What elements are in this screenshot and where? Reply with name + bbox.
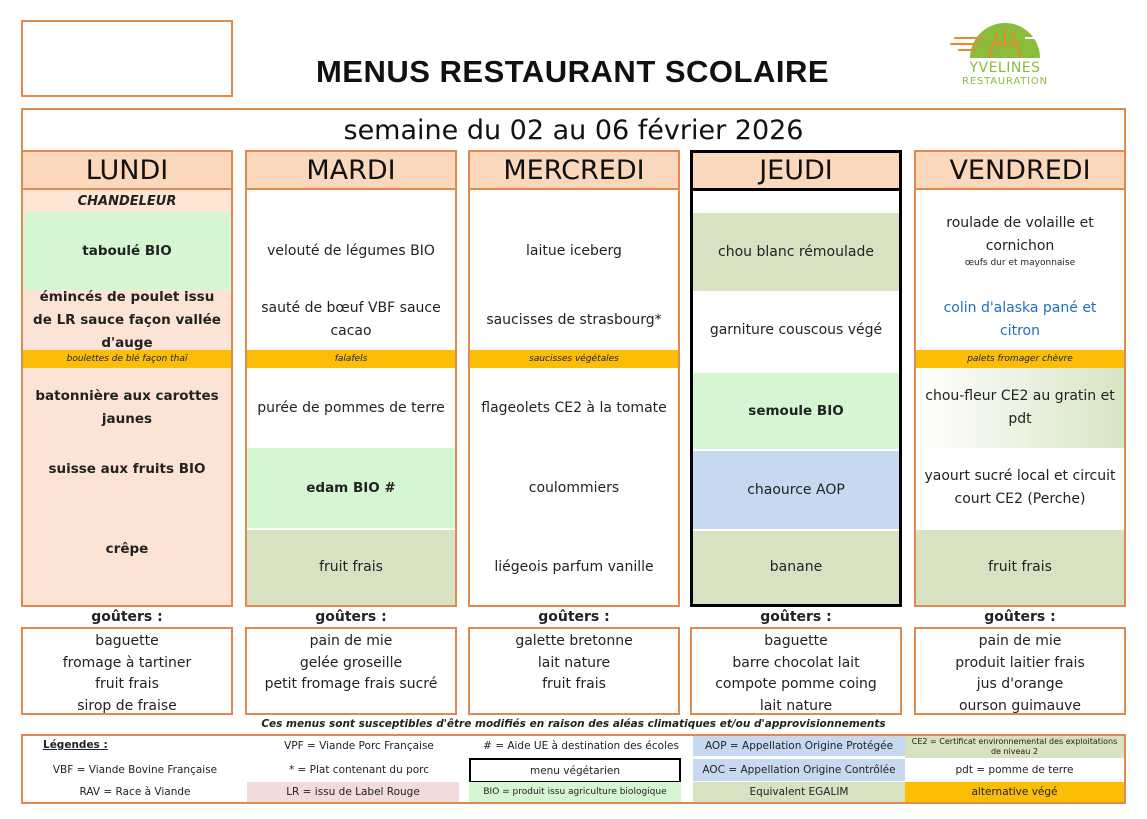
day-column-vendredi — [914, 150, 1126, 607]
snack-item: lait nature — [537, 654, 611, 671]
menu-accompagnement: purée de pommes de terre — [257, 399, 445, 416]
menu-accompagnement: chou-fleur CE2 au gratin et pdt — [916, 368, 1124, 448]
legend-rav: RAV = Race à Viande — [79, 786, 191, 798]
yvelines-logo — [945, 10, 1065, 92]
day-header-lundi: LUNDI — [23, 152, 231, 190]
snack-item: fruit frais — [542, 676, 606, 692]
legend-vbf: VBF = Viande Bovine Française — [52, 764, 218, 776]
legend-vege-menu: menu végétarien — [469, 758, 681, 783]
day-header-mercredi: MERCREDI — [470, 152, 678, 190]
menu-plat: colin d'alaska pané et citron — [943, 300, 1097, 339]
menu-accompagnement: semoule BIO — [693, 373, 899, 449]
snack-box-lundi — [21, 627, 233, 715]
legend-vpf: VPF = Viande Porc Française — [284, 740, 434, 752]
special-day-label: CHANDELEUR — [23, 190, 231, 212]
menu-laitage: suisse aux fruits BIO — [23, 448, 231, 528]
day-column-mercredi — [468, 150, 680, 607]
day-header-mardi: MARDI — [247, 152, 455, 190]
snack-item: jus d'orange — [976, 676, 1064, 692]
snack-item: lait nature — [759, 697, 833, 714]
menu-entree: velouté de légumes BIO — [267, 242, 435, 259]
menu-plat: émincés de poulet issu de LR sauce façon vallée d'auge — [23, 290, 231, 350]
snack-item: gelée groseille — [299, 654, 403, 671]
snack-label-lundi: goûters : — [91, 609, 163, 625]
week-title: semaine du 02 au 06 février 2026 — [343, 114, 804, 146]
menu-accompagnement: batonnière aux carottes jaunes — [23, 368, 231, 448]
snack-label-vendredi: goûters : — [984, 609, 1056, 625]
snack-item: sirop de fraise — [77, 697, 177, 714]
day-column-jeudi — [690, 150, 902, 607]
snack-item: pain de mie — [978, 633, 1062, 649]
logo-sun-icon — [945, 10, 1065, 62]
snack-label-jeudi: goûters : — [760, 609, 832, 625]
menu-alternative-vege: falafels — [247, 350, 455, 368]
menu-entree: roulade de volaille et cornichon — [946, 215, 1094, 254]
menu-plat: saucisses de strasbourg* — [486, 311, 662, 328]
snack-box-jeudi — [690, 627, 902, 715]
blank-header-box — [21, 20, 233, 97]
snack-item: ourson guimauve — [958, 697, 1081, 714]
menu-dessert: banane — [693, 531, 899, 604]
snack-box-mardi — [245, 627, 457, 715]
snack-item: baguette — [95, 633, 159, 649]
menu-entree: taboulé BIO — [23, 212, 231, 290]
legend-egalim: Equivalent EGALIM — [693, 782, 905, 802]
day-header-jeudi: JEUDI — [693, 153, 899, 191]
day-column-mardi — [245, 150, 457, 607]
snack-item: fruit frais — [95, 676, 159, 692]
menu-entree-note: œufs dur et mayonnaise — [964, 258, 1076, 268]
menu-plat: sauté de bœuf VBF sauce cacao — [261, 300, 441, 339]
legend-aide: # = Aide UE à destination des écoles — [483, 740, 679, 752]
legend-aop: AOP = Appellation Origine Protégée — [693, 736, 905, 756]
legend-lr: LR = issu de Label Rouge — [247, 782, 459, 802]
day-header-vendredi: VENDREDI — [916, 152, 1124, 190]
page-title: MENUS RESTAURANT SCOLAIRE — [315, 54, 830, 89]
menu-laitage: coulommiers — [528, 479, 620, 496]
snack-item: petit fromage frais sucré — [264, 676, 438, 692]
menu-dessert: fruit frais — [247, 530, 455, 605]
menu-dessert: liégeois parfum vanille — [494, 559, 654, 575]
menu-laitage: chaource AOP — [693, 451, 899, 529]
menu-laitage: yaourt sucré local et circuit court CE2 (Perche) — [924, 468, 1116, 507]
legend-aoc: AOC = Appellation Origine Contrôlée — [693, 759, 905, 781]
menu-alternative-vege: saucisses végétales — [470, 350, 678, 368]
menu-laitage: edam BIO # — [247, 448, 455, 528]
legend-box — [21, 734, 1126, 804]
menu-plat: garniture couscous végé — [709, 321, 883, 338]
snack-item: galette bretonne — [515, 633, 633, 649]
legend-alternative: alternative végé — [905, 782, 1124, 802]
legend-pdt: pdt = pomme de terre — [955, 764, 1074, 776]
week-banner — [21, 108, 1126, 150]
menu-dessert: fruit frais — [916, 530, 1124, 605]
legend-bio: BIO = produit issu agriculture biologique — [469, 782, 681, 802]
snack-item: baguette — [764, 633, 828, 649]
menu-entree: laitue iceberg — [526, 242, 622, 259]
menu-entree: chou blanc rémoulade — [693, 213, 899, 291]
snack-item: fromage à tartiner — [62, 654, 192, 671]
menu-accompagnement: flageolets CE2 à la tomate — [481, 399, 667, 416]
snack-label-mardi: goûters : — [315, 609, 387, 625]
snack-label-mercredi: goûters : — [538, 609, 610, 625]
legend-porc: * = Plat contenant du porc — [288, 764, 430, 776]
snack-box-vendredi — [914, 627, 1126, 715]
legend-title: Légendes : — [43, 739, 108, 751]
snack-item: barre chocolat lait — [732, 654, 860, 671]
menu-entree-block — [916, 208, 1124, 290]
snack-item: compote pomme coing — [715, 676, 877, 692]
day-column-lundi — [21, 150, 233, 607]
menu-alternative-vege: boulettes de blé façon thaï — [23, 350, 231, 368]
logo-text-restauration: RESTAURATION — [962, 76, 1048, 87]
menu-dessert: crêpe — [23, 528, 231, 605]
disclaimer-note: Ces menus sont susceptibles d'être modifiés en raison des aléas climatiques et/ou d'approvisionnements — [261, 718, 886, 730]
legend-ce2: CE2 = Certificat environnemental des exploitations de niveau 2 — [905, 736, 1124, 758]
menu-alternative-vege: palets fromager chèvre — [916, 350, 1124, 368]
logo-text-yvelines: YVELINES — [969, 60, 1041, 76]
snack-item: produit laitier frais — [955, 654, 1085, 671]
snack-item: pain de mie — [309, 633, 393, 649]
snack-box-mercredi — [468, 627, 680, 715]
